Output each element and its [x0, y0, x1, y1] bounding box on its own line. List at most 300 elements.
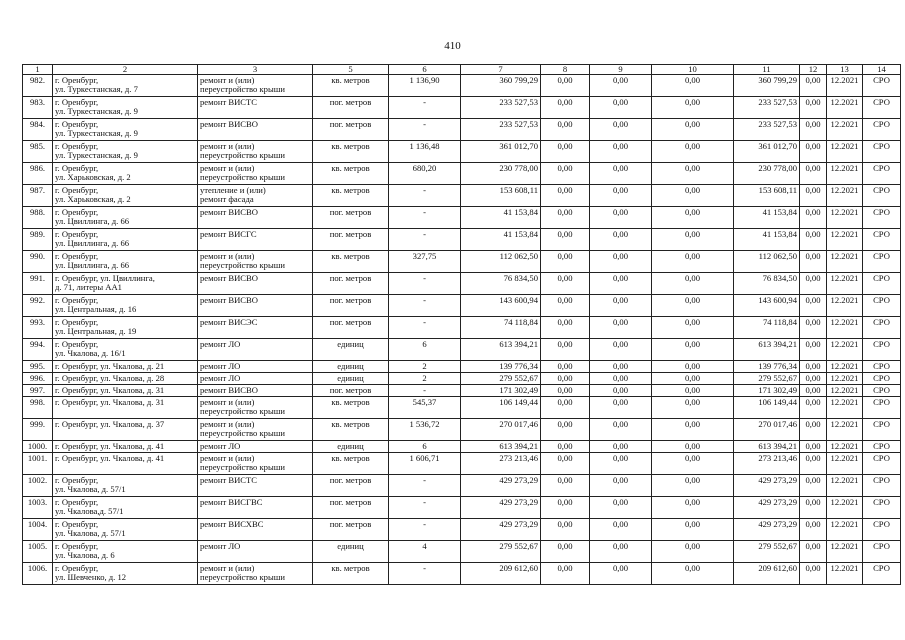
work-type-cell-line: переустройство крыши	[200, 260, 285, 271]
row-number: 994.	[23, 339, 53, 361]
unit-cell: пог. метров	[313, 97, 389, 119]
source-cell: СРО	[863, 185, 901, 207]
row-number: 995.	[23, 361, 53, 373]
quantity-cell: -	[389, 185, 461, 207]
table-row	[23, 541, 901, 563]
table-row	[23, 497, 901, 519]
amount-cell: 0,00	[541, 317, 590, 339]
unit-cell: кв. метров	[313, 563, 389, 585]
row-number: 986.	[23, 163, 53, 185]
total-cost-cell: 76 834,50	[461, 273, 541, 295]
quantity-cell: -	[389, 497, 461, 519]
work-type-cell-line: ремонт и (или)	[200, 419, 255, 430]
unit-cell: кв. метров	[313, 185, 389, 207]
table-row	[23, 441, 901, 453]
amount-cell: 270 017,46	[734, 419, 800, 441]
table-row	[23, 229, 901, 251]
unit-cell: пог. метров	[313, 207, 389, 229]
date-cell: 12.2021	[827, 141, 863, 163]
works-table	[22, 64, 901, 585]
address-cell-line: г. Оренбург,	[55, 519, 99, 530]
amount-cell: 360 799,29	[734, 75, 800, 97]
source-cell: СРО	[863, 397, 901, 419]
amount-cell: 0,00	[541, 361, 590, 373]
amount-cell: 0,00	[652, 229, 734, 251]
source-cell: СРО	[863, 541, 901, 563]
work-type-cell	[198, 339, 313, 361]
row-number: 982.	[23, 75, 53, 97]
date-cell: 12.2021	[827, 207, 863, 229]
column-header: 14	[863, 65, 901, 75]
work-type-cell	[198, 475, 313, 497]
amount-cell: 0,00	[800, 75, 827, 97]
amount-cell: 0,00	[541, 75, 590, 97]
total-cost-cell: 279 552,67	[461, 373, 541, 385]
address-cell	[53, 519, 198, 541]
amount-cell: 0,00	[800, 361, 827, 373]
row-number: 990.	[23, 251, 53, 273]
address-cell-line: ул. Харьковская, д. 2	[55, 172, 131, 183]
address-cell-line: г. Оренбург,	[55, 229, 99, 240]
amount-cell: 0,00	[541, 419, 590, 441]
amount-cell: 0,00	[590, 119, 652, 141]
amount-cell: 429 273,29	[734, 519, 800, 541]
quantity-cell: -	[389, 317, 461, 339]
work-type-cell	[198, 295, 313, 317]
amount-cell: 0,00	[652, 185, 734, 207]
work-type-cell-line: ремонт ВИСТС	[200, 475, 258, 486]
date-cell: 12.2021	[827, 163, 863, 185]
amount-cell: 0,00	[652, 75, 734, 97]
source-cell: СРО	[863, 339, 901, 361]
amount-cell: 0,00	[800, 251, 827, 273]
table-row	[23, 563, 901, 585]
date-cell: 12.2021	[827, 317, 863, 339]
source-cell: СРО	[863, 273, 901, 295]
table-row	[23, 317, 901, 339]
unit-cell: пог. метров	[313, 273, 389, 295]
amount-cell: 361 012,70	[734, 141, 800, 163]
address-cell-line: г. Оренбург,	[55, 295, 99, 306]
table-row	[23, 75, 901, 97]
source-cell: СРО	[863, 295, 901, 317]
column-header: 2	[53, 65, 198, 75]
amount-cell: 0,00	[800, 97, 827, 119]
table-row	[23, 373, 901, 385]
work-type-cell	[198, 317, 313, 339]
column-header: 11	[734, 65, 800, 75]
address-cell	[53, 75, 198, 97]
row-number: 999.	[23, 419, 53, 441]
work-type-cell	[198, 361, 313, 373]
row-number: 983.	[23, 97, 53, 119]
address-cell-line: ул. Чкалова, д. 57/1	[55, 528, 126, 539]
amount-cell: 0,00	[541, 207, 590, 229]
work-type-cell-line: ремонт и (или)	[200, 75, 255, 86]
row-number: 997.	[23, 385, 53, 397]
table-body	[23, 75, 901, 585]
work-type-cell-line: ремонт и (или)	[200, 141, 255, 152]
address-cell-line: г. Оренбург,	[55, 97, 99, 108]
address-cell	[53, 385, 198, 397]
amount-cell: 112 062,50	[734, 251, 800, 273]
source-cell: СРО	[863, 317, 901, 339]
work-type-cell-line: ремонт ВИСТС	[200, 97, 258, 108]
work-type-cell-line: переустройство крыши	[200, 572, 285, 583]
address-cell	[53, 541, 198, 563]
address-cell-line: г. Оренбург,	[55, 497, 99, 508]
work-type-cell-line: утепление и (или)	[200, 185, 266, 196]
header-row	[23, 65, 901, 75]
amount-cell: 0,00	[800, 119, 827, 141]
address-cell-line: ул. Цвиллинга, д. 66	[55, 216, 130, 227]
unit-cell: пог. метров	[313, 229, 389, 251]
amount-cell: 0,00	[652, 541, 734, 563]
total-cost-cell: 273 213,46	[461, 453, 541, 475]
amount-cell: 0,00	[590, 385, 652, 397]
quantity-cell: -	[389, 563, 461, 585]
work-type-cell-line: ремонт ВИСВО	[200, 385, 258, 396]
amount-cell: 0,00	[590, 373, 652, 385]
address-cell-line: ул. Центральная, д. 16	[55, 304, 137, 315]
amount-cell: 0,00	[590, 397, 652, 419]
address-cell	[53, 317, 198, 339]
quantity-cell: -	[389, 229, 461, 251]
source-cell: СРО	[863, 497, 901, 519]
unit-cell: пог. метров	[313, 295, 389, 317]
amount-cell: 0,00	[800, 141, 827, 163]
quantity-cell: -	[389, 385, 461, 397]
date-cell: 12.2021	[827, 373, 863, 385]
work-type-cell	[198, 273, 313, 295]
table-row	[23, 97, 901, 119]
work-type-cell-line: ремонт ЛО	[200, 339, 241, 350]
work-type-cell-line: ремонт и (или)	[200, 163, 255, 174]
row-number: 1003.	[23, 497, 53, 519]
address-cell	[53, 97, 198, 119]
amount-cell: 0,00	[590, 453, 652, 475]
date-cell: 12.2021	[827, 519, 863, 541]
amount-cell: 76 834,50	[734, 273, 800, 295]
amount-cell: 233 527,53	[734, 119, 800, 141]
address-cell	[53, 419, 198, 441]
work-type-cell-line: ремонт ВИСВО	[200, 273, 258, 284]
source-cell: СРО	[863, 475, 901, 497]
work-type-cell-line: ремонт ЛО	[200, 541, 241, 552]
quantity-cell: 1 136,48	[389, 141, 461, 163]
source-cell: СРО	[863, 229, 901, 251]
address-cell-line: г. Оренбург, ул. Чкалова, д. 31	[55, 385, 165, 396]
column-header: 3	[198, 65, 313, 75]
address-cell	[53, 339, 198, 361]
work-type-cell	[198, 97, 313, 119]
column-header: 7	[461, 65, 541, 75]
amount-cell: 139 776,34	[734, 361, 800, 373]
address-cell-line: г. Оренбург, ул. Чкалова, д. 21	[55, 361, 165, 372]
amount-cell: 0,00	[652, 251, 734, 273]
unit-cell: кв. метров	[313, 163, 389, 185]
address-cell	[53, 397, 198, 419]
amount-cell: 230 778,00	[734, 163, 800, 185]
address-cell	[53, 475, 198, 497]
amount-cell: 0,00	[800, 541, 827, 563]
address-cell-line: г. Оренбург,	[55, 75, 99, 86]
date-cell: 12.2021	[827, 75, 863, 97]
amount-cell: 0,00	[652, 419, 734, 441]
table-row	[23, 361, 901, 373]
work-type-cell	[198, 497, 313, 519]
address-cell	[53, 251, 198, 273]
address-cell-line: г. Оренбург,	[55, 339, 99, 350]
work-type-cell-line: ремонт и (или)	[200, 453, 255, 464]
address-cell-line: г. Оренбург,	[55, 185, 99, 196]
amount-cell: 0,00	[541, 97, 590, 119]
amount-cell: 429 273,29	[734, 475, 800, 497]
amount-cell: 0,00	[652, 97, 734, 119]
work-type-cell-line: ремонт ВИСВО	[200, 295, 258, 306]
total-cost-cell: 139 776,34	[461, 361, 541, 373]
amount-cell: 0,00	[590, 519, 652, 541]
total-cost-cell: 429 273,29	[461, 497, 541, 519]
address-cell-line: ул. Чкалова, д. 57/1	[55, 484, 126, 495]
work-type-cell-line: ремонт и (или)	[200, 563, 255, 574]
address-cell-line: ул. Харьковская, д. 2	[55, 194, 131, 205]
address-cell	[53, 361, 198, 373]
amount-cell: 0,00	[541, 339, 590, 361]
column-header: 13	[827, 65, 863, 75]
amount-cell: 279 552,67	[734, 373, 800, 385]
date-cell: 12.2021	[827, 229, 863, 251]
amount-cell: 41 153,84	[734, 207, 800, 229]
date-cell: 12.2021	[827, 97, 863, 119]
amount-cell: 74 118,84	[734, 317, 800, 339]
date-cell: 12.2021	[827, 273, 863, 295]
amount-cell: 0,00	[590, 185, 652, 207]
row-number: 989.	[23, 229, 53, 251]
column-header: 5	[313, 65, 389, 75]
work-type-cell-line: переустройство крыши	[200, 84, 285, 95]
table-row	[23, 385, 901, 397]
work-type-cell	[198, 75, 313, 97]
table-row	[23, 475, 901, 497]
amount-cell: 0,00	[652, 397, 734, 419]
amount-cell: 0,00	[590, 361, 652, 373]
amount-cell: 0,00	[800, 519, 827, 541]
source-cell: СРО	[863, 441, 901, 453]
work-type-cell	[198, 207, 313, 229]
total-cost-cell: 230 778,00	[461, 163, 541, 185]
amount-cell: 0,00	[590, 229, 652, 251]
quantity-cell: 4	[389, 541, 461, 563]
date-cell: 12.2021	[827, 397, 863, 419]
address-cell	[53, 185, 198, 207]
address-cell-line: г. Оренбург, ул. Чкалова, д. 41	[55, 453, 165, 464]
source-cell: СРО	[863, 207, 901, 229]
row-number: 996.	[23, 373, 53, 385]
amount-cell: 0,00	[590, 251, 652, 273]
quantity-cell: -	[389, 119, 461, 141]
amount-cell: 0,00	[800, 475, 827, 497]
work-type-cell	[198, 373, 313, 385]
total-cost-cell: 360 799,29	[461, 75, 541, 97]
total-cost-cell: 41 153,84	[461, 207, 541, 229]
unit-cell: единиц	[313, 373, 389, 385]
address-cell	[53, 563, 198, 585]
work-type-cell-line: переустройство крыши	[200, 172, 285, 183]
work-type-cell-line: ремонт ВИСГВС	[200, 497, 263, 508]
amount-cell: 0,00	[652, 361, 734, 373]
address-cell-line: ул. Чкалова, д. 6	[55, 550, 115, 561]
amount-cell: 0,00	[541, 563, 590, 585]
date-cell: 12.2021	[827, 385, 863, 397]
table-row	[23, 119, 901, 141]
amount-cell: 0,00	[800, 229, 827, 251]
source-cell: СРО	[863, 453, 901, 475]
total-cost-cell: 143 600,94	[461, 295, 541, 317]
address-cell-line: ул. Туркестанская, д. 9	[55, 150, 138, 161]
work-type-cell	[198, 163, 313, 185]
source-cell: СРО	[863, 97, 901, 119]
address-cell	[53, 141, 198, 163]
address-cell	[53, 229, 198, 251]
address-cell-line: ул. Туркестанская, д. 9	[55, 128, 138, 139]
address-cell-line: г. Оренбург,	[55, 251, 99, 262]
unit-cell: пог. метров	[313, 317, 389, 339]
total-cost-cell: 270 017,46	[461, 419, 541, 441]
work-type-cell-line: переустройство крыши	[200, 406, 285, 417]
amount-cell: 0,00	[541, 373, 590, 385]
date-cell: 12.2021	[827, 441, 863, 453]
amount-cell: 0,00	[800, 419, 827, 441]
work-type-cell	[198, 419, 313, 441]
total-cost-cell: 112 062,50	[461, 251, 541, 273]
address-cell-line: ул. Чкалова, д. 16/1	[55, 348, 126, 359]
work-type-cell	[198, 185, 313, 207]
address-cell-line: ул. Туркестанская, д. 9	[55, 106, 138, 117]
table-row	[23, 397, 901, 419]
work-type-cell	[198, 397, 313, 419]
quantity-cell: 1 606,71	[389, 453, 461, 475]
quantity-cell: 6	[389, 339, 461, 361]
date-cell: 12.2021	[827, 185, 863, 207]
work-type-cell-line: переустройство крыши	[200, 150, 285, 161]
amount-cell: 106 149,44	[734, 397, 800, 419]
source-cell: СРО	[863, 519, 901, 541]
amount-cell: 0,00	[541, 141, 590, 163]
address-cell-line: ул. Шевченко, д. 12	[55, 572, 127, 583]
address-cell-line: д. 71, литеры АА1	[55, 282, 122, 293]
address-cell-line: г. Оренбург, ул. Цвиллинга,	[55, 273, 155, 284]
date-cell: 12.2021	[827, 541, 863, 563]
amount-cell: 0,00	[800, 185, 827, 207]
address-cell-line: г. Оренбург,	[55, 475, 99, 486]
amount-cell: 0,00	[590, 497, 652, 519]
work-type-cell-line: ремонт фасада	[200, 194, 254, 205]
amount-cell: 0,00	[541, 385, 590, 397]
address-cell-line: ул. Чкалова,д. 57/1	[55, 506, 124, 517]
total-cost-cell: 361 012,70	[461, 141, 541, 163]
row-number: 987.	[23, 185, 53, 207]
table-row	[23, 419, 901, 441]
address-cell-line: г. Оренбург,	[55, 563, 99, 574]
amount-cell: 0,00	[590, 317, 652, 339]
work-type-cell-line: ремонт ВИСВО	[200, 207, 258, 218]
work-type-cell	[198, 541, 313, 563]
table-row	[23, 251, 901, 273]
amount-cell: 0,00	[541, 295, 590, 317]
total-cost-cell: 153 608,11	[461, 185, 541, 207]
source-cell: СРО	[863, 361, 901, 373]
amount-cell: 613 394,21	[734, 339, 800, 361]
total-cost-cell: 233 527,53	[461, 97, 541, 119]
work-type-cell	[198, 119, 313, 141]
unit-cell: кв. метров	[313, 141, 389, 163]
unit-cell: пог. метров	[313, 385, 389, 397]
quantity-cell: 545,37	[389, 397, 461, 419]
amount-cell: 0,00	[590, 563, 652, 585]
amount-cell: 0,00	[800, 453, 827, 475]
table-row	[23, 141, 901, 163]
date-cell: 12.2021	[827, 119, 863, 141]
row-number: 988.	[23, 207, 53, 229]
amount-cell: 0,00	[652, 519, 734, 541]
amount-cell: 41 153,84	[734, 229, 800, 251]
amount-cell: 0,00	[590, 441, 652, 453]
work-type-cell	[198, 453, 313, 475]
row-number: 1006.	[23, 563, 53, 585]
work-type-cell	[198, 251, 313, 273]
row-number: 1005.	[23, 541, 53, 563]
page-number: 410	[444, 40, 461, 52]
address-cell	[53, 207, 198, 229]
address-cell-line: ул. Цвиллинга, д. 66	[55, 238, 130, 249]
table-row	[23, 453, 901, 475]
column-header: 12	[800, 65, 827, 75]
amount-cell: 0,00	[541, 519, 590, 541]
column-header: 10	[652, 65, 734, 75]
amount-cell: 0,00	[590, 339, 652, 361]
address-cell-line: ул. Центральная, д. 19	[55, 326, 137, 337]
date-cell: 12.2021	[827, 251, 863, 273]
column-header: 6	[389, 65, 461, 75]
amount-cell: 0,00	[541, 475, 590, 497]
amount-cell: 0,00	[800, 163, 827, 185]
address-cell-line: г. Оренбург, ул. Чкалова, д. 41	[55, 441, 165, 452]
row-number: 1000.	[23, 441, 53, 453]
work-type-cell-line: переустройство крыши	[200, 462, 285, 473]
source-cell: СРО	[863, 251, 901, 273]
column-header: 1	[23, 65, 53, 75]
address-cell	[53, 295, 198, 317]
work-type-cell	[198, 229, 313, 251]
source-cell: СРО	[863, 163, 901, 185]
work-type-cell-line: ремонт ВИСГС	[200, 229, 257, 240]
total-cost-cell: 106 149,44	[461, 397, 541, 419]
amount-cell: 0,00	[800, 339, 827, 361]
unit-cell: кв. метров	[313, 251, 389, 273]
work-type-cell	[198, 141, 313, 163]
work-type-cell-line: ремонт ЛО	[200, 361, 241, 372]
work-type-cell	[198, 563, 313, 585]
table-row	[23, 519, 901, 541]
amount-cell: 0,00	[541, 119, 590, 141]
address-cell-line: г. Оренбург,	[55, 119, 99, 130]
amount-cell: 0,00	[800, 295, 827, 317]
table-row	[23, 207, 901, 229]
date-cell: 12.2021	[827, 295, 863, 317]
work-type-cell	[198, 441, 313, 453]
column-header: 8	[541, 65, 590, 75]
